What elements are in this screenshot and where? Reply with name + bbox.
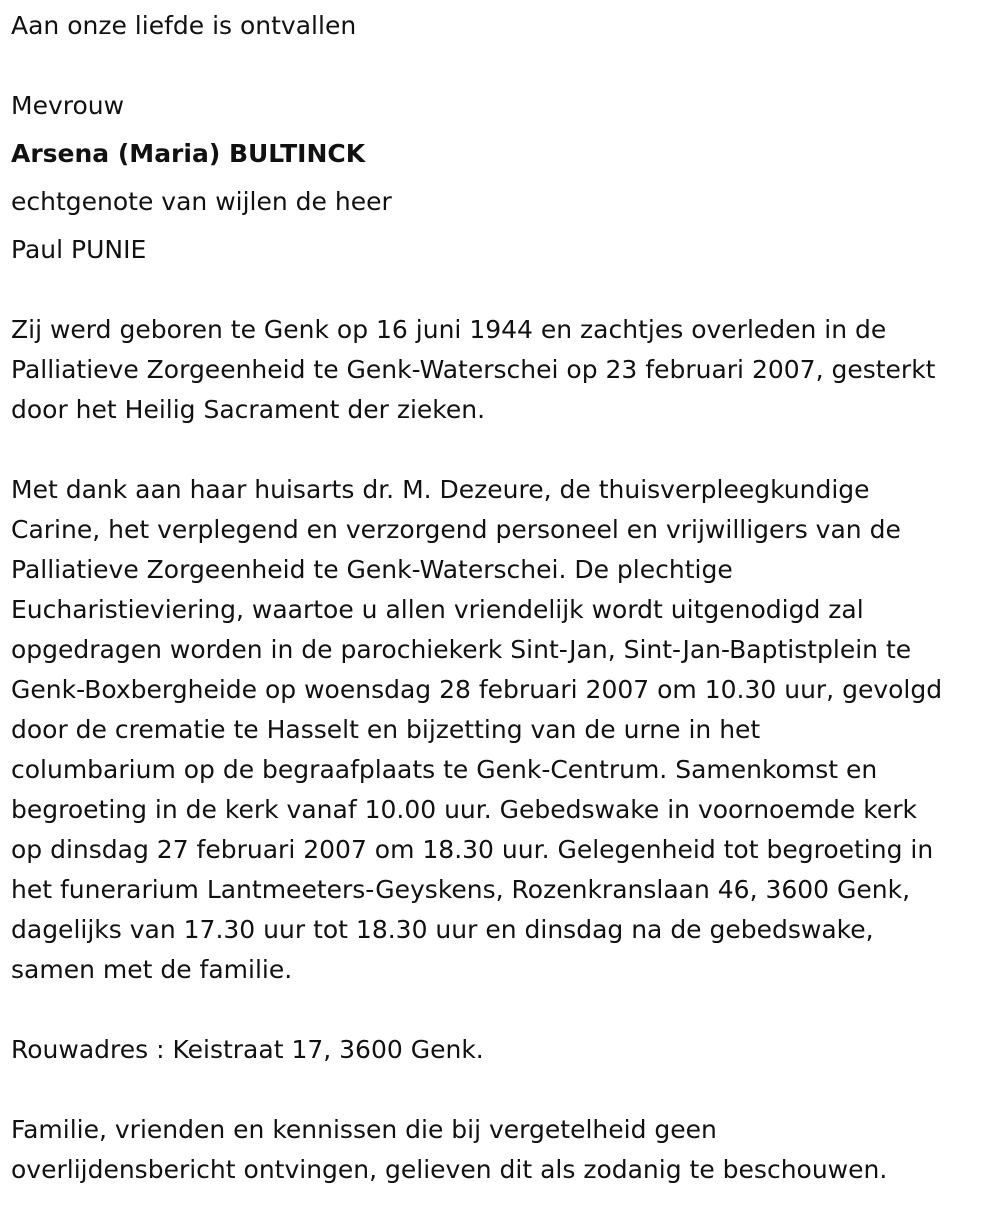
thanks-paragraph: [11, 470, 996, 990]
paragraph-line: Palliatieve Zorgeenheid te Genk-Waterschei op 23 februari 2007, gesterkt: [11, 355, 936, 384]
paragraph-line: Eucharistieviering, waartoe u allen vriendelijk wordt uitgenodigd zal: [11, 595, 864, 624]
birth-death-paragraph: [11, 310, 996, 430]
paragraph-line: het funerarium Lantmeeters-Geyskens, Rozenkranslaan 46, 3600 Genk,: [11, 875, 911, 904]
paragraph-line: opgedragen worden in de parochiekerk Sint-Jan, Sint-Jan-Baptistplein te: [11, 635, 912, 664]
paragraph-line: Palliatieve Zorgeenheid te Genk-Waterschei. De plechtige: [11, 555, 733, 584]
paragraph-line: op dinsdag 27 februari 2007 om 18.30 uur. Gelegenheid tot begroeting in: [11, 835, 934, 864]
paragraph-line: Zij werd geboren te Genk op 16 juni 1944 en zachtjes overleden in de: [11, 315, 887, 344]
paragraph-line: Familie, vrienden en kennissen die bij vergetelheid geen: [11, 1115, 717, 1144]
paragraph-line: begroeting in de kerk vanaf 10.00 uur. Gebedswake in voornoemde kerk: [11, 795, 917, 824]
title-line: Mevrouw: [11, 91, 125, 120]
paragraph-line: door het Heilig Sacrament der zieken.: [11, 395, 486, 424]
deceased-name: Arsena (Maria) BULTINCK: [11, 139, 366, 168]
paragraph-line: samen met de familie.: [11, 955, 293, 984]
paragraph-line: door de crematie te Hasselt en bijzetting van de urne in het: [11, 715, 761, 744]
relation-line: echtgenote van wijlen de heer: [11, 187, 392, 216]
paragraph-line: Met dank aan haar huisarts dr. M. Dezeure, de thuisverpleegkundige: [11, 475, 870, 504]
intro-line: Aan onze liefde is ontvallen: [11, 11, 357, 40]
closing-paragraph: [11, 1110, 996, 1190]
spouse-name: Paul PUNIE: [11, 235, 147, 264]
paragraph-line: Genk-Boxbergheide op woensdag 28 februari 2007 om 10.30 uur, gevolgd: [11, 675, 943, 704]
paragraph-line: Carine, het verplegend en verzorgend personeel en vrijwilligers van de: [11, 515, 901, 544]
paragraph-line: dagelijks van 17.30 uur tot 18.30 uur en dinsdag na de gebedswake,: [11, 915, 874, 944]
paragraph-line: columbarium op de begraafplaats te Genk-Centrum. Samenkomst en: [11, 755, 878, 784]
paragraph-line: overlijdensbericht ontvingen, gelieven dit als zodanig te beschouwen.: [11, 1155, 888, 1184]
address-line: Rouwadres : Keistraat 17, 3600 Genk.: [11, 1035, 484, 1064]
address-paragraph: [11, 1030, 996, 1070]
